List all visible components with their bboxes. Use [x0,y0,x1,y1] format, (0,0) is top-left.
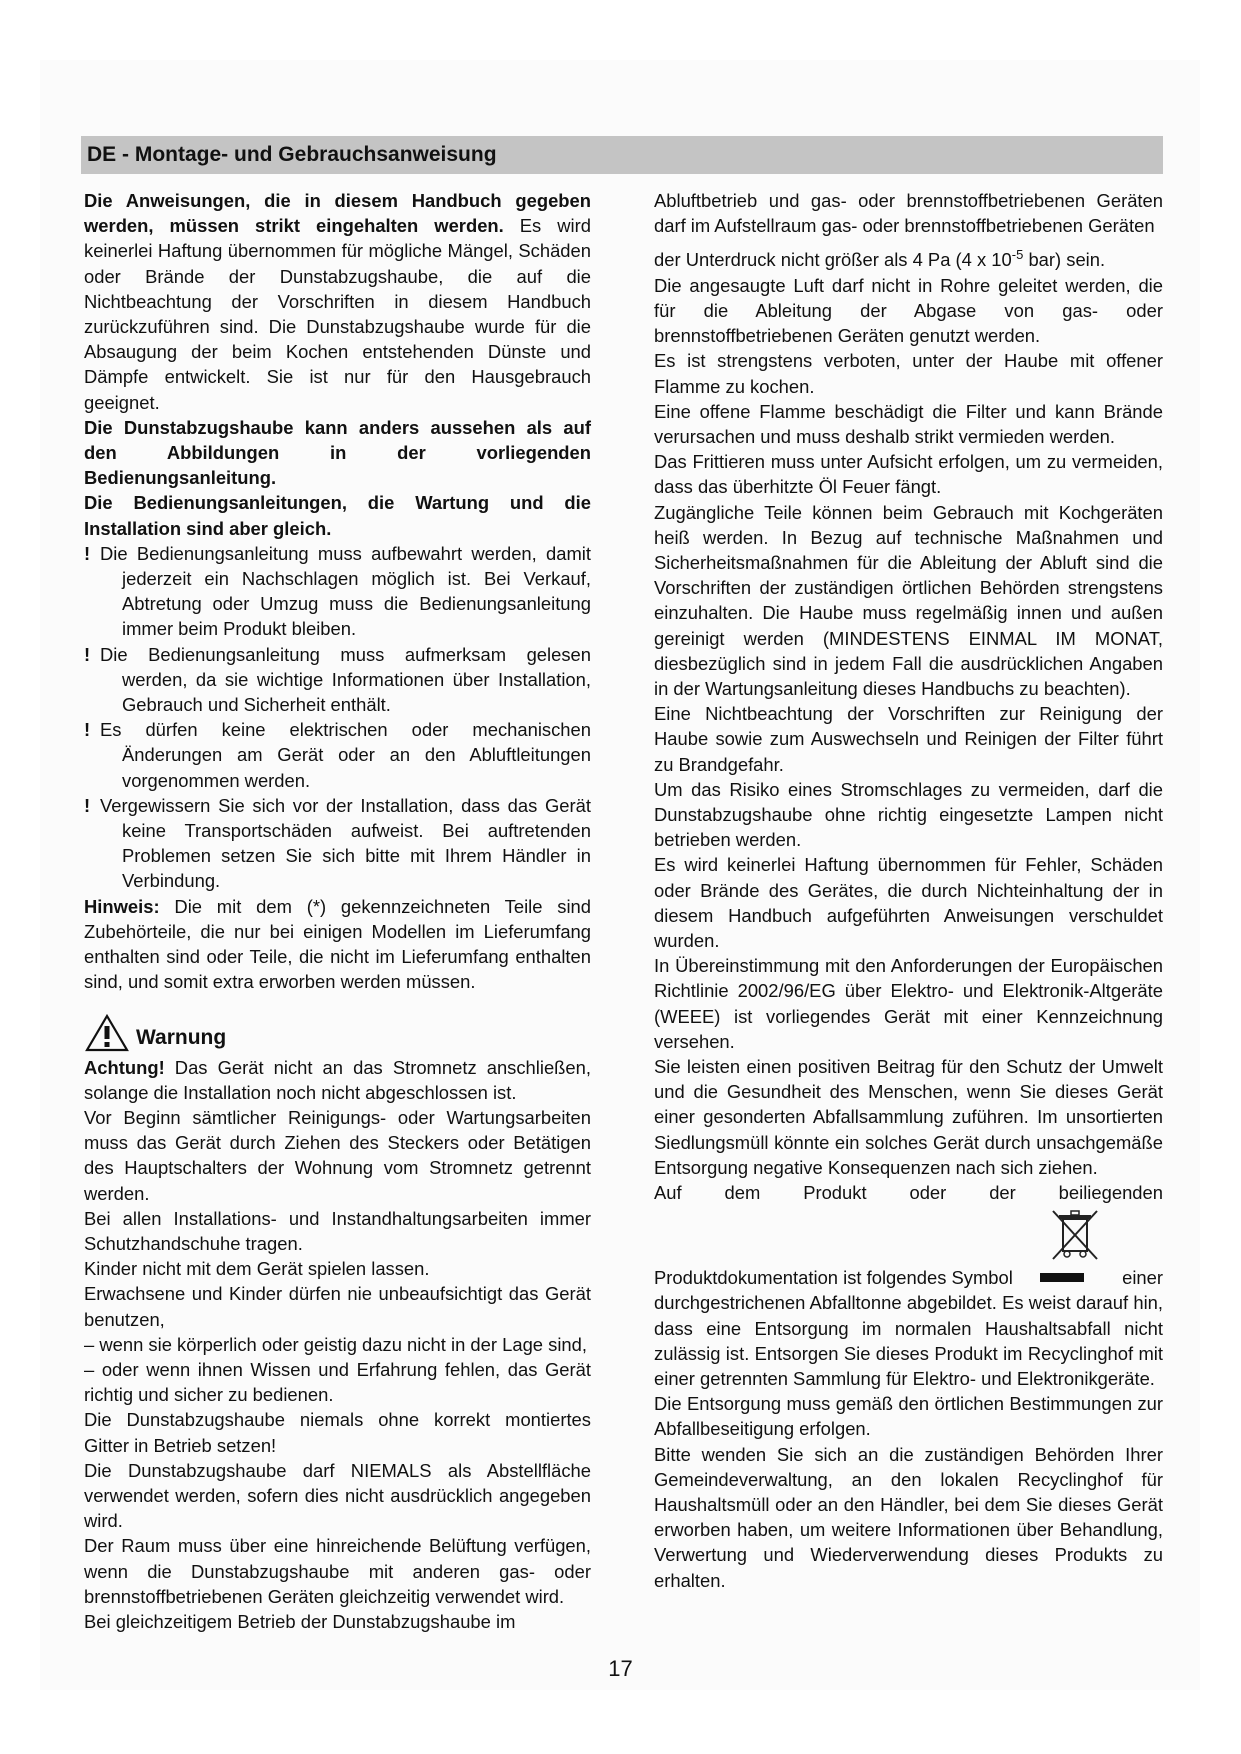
exclamation-icon: ! [84,794,91,816]
exponent: -5 [1011,247,1024,263]
paragraph: Das Frittieren muss unter Aufsicht erfolgen, um zu vermeiden, dass das überhitzte Öl Feuer fängt. [654,451,1163,498]
symbol-line-text: Produktdokumentation ist folgendes Symbol [654,1267,1013,1289]
warning-heading [84,1009,591,1053]
bullet-text: Es dürfen keine elektrischen oder mechanischen Änderungen am Gerät oder an den Abluftleitungen vorgenommen werden. [100,719,591,791]
black-bar-icon [1040,1273,1084,1282]
exclamation-icon: ! [84,719,91,741]
achtung-paragraph [84,1055,591,1105]
paragraph: – oder wenn ihnen Wissen und Erfahrung fehlen, das Gerät richtig und sicher zu bedienen. [84,1358,591,1406]
paragraph: Es wird keinerlei Haftung übernommen für Fehler, Schäden oder Brände des Gerätes, die durch Nichteinhaltung der in diesem Handbuch aufgeführten Anweisungen verschuldet wurden. [654,854,1163,952]
paragraph: Bei allen Installations- und Instandhaltungsarbeiten immer Schutzhandschuhe tragen. [84,1207,591,1254]
hinweis-label: Hinweis: [84,895,160,917]
bullet-item [84,642,591,718]
bullet-text: Die Bedienungsanleitung muss aufbewahrt werden, damit jederzeit ein Nachschlagen möglich ist. Bei Verkauf, Abtretung oder Umzug muss die Bedienungsanleitung immer beim Produkt bleiben. [100,542,591,640]
section-header: DE - Montage- und Gebrauchsanweisung [81,136,1163,174]
left-column [84,188,591,1634]
paragraph: Die Dunstabzugshaube darf NIEMALS als Abstellfläche verwendet werden, sofern dies nicht ausdrücklich angegeben wird. [84,1459,591,1532]
bullet-text: Vergewissern Sie sich vor der Installation, dass das Gerät keine Transportschäden aufweist. Bei auftretenden Problemen setzen Sie sich bitte mit Ihrem Händler in Verbindung. [100,794,591,892]
paragraph: Zugängliche Teile können beim Gebrauch mit Kochgeräten heiß werden. In Bezug auf technische Maßnahmen und Sicherheitsmaßnahmen für die Ableitung der Abluft sind die Vorschriften der zuständigen örtlichen Behörden strengstens einzuhalten. Die Haube muss regelmäßig innen und außen gereinigt werden (MINDESTENS EINMAL IM MONAT, diesbezüglich sind in jedem Fall die ausdrücklichen Angaben in der Wartungsanleitung dieses Handbuchs zu beachten). [654,501,1163,699]
paragraph: Eine offene Flamme beschädigt die Filter und kann Brände verursachen und muss deshalb strikt vermieden werden. [654,400,1163,447]
hinweis-text: Die mit dem (*) gekennzeichneten Teile sind Zubehörteile, die nur bei einigen Modellen im Lieferumfang enthalten sind oder Teile, die nicht im Lieferumfang enthalten sind, und somit extra erworben werden müssen. [84,895,591,993]
warning-title: Warnung [136,1026,227,1050]
paragraph: Bei gleichzeitigem Betrieb der Dunstabzugshaube im [84,1610,516,1632]
paragraph: Kinder nicht mit dem Gerät spielen lassen. [84,1258,430,1280]
weee-symbol-row [654,1205,1163,1265]
bullet-text: Die Bedienungsanleitung muss aufmerksam gelesen werden, da sie wichtige Informationen über Installation, Gebrauch und Sicherheit enthält. [100,643,591,716]
pressure-paragraph [654,242,1163,272]
intro-paragraph [84,188,591,415]
paragraph: Die angesaugte Luft darf nicht in Rohre geleitet werden, die für die Ableitung der Abgase von gas- oder brennstoffbetriebenen Geräten genutzt werden. [654,274,1163,347]
achtung-text: Das Gerät nicht an das Stromnetz anschließen, solange die Installation noch nicht abgeschlossen ist. [84,1056,591,1103]
achtung-label: Achtung! [84,1056,165,1078]
paragraph: Um das Risiko eines Stromschlages zu vermeiden, darf die Dunstabzugshaube ohne richtig eingesetzte Lampen nicht betrieben werden. [654,778,1163,851]
paragraph: Die Dunstabzugshaube niemals ohne korrekt montiertes Gitter in Betrieb setzen! [84,1409,591,1456]
bold-note-1: Die Dunstabzugshaube kann anders aussehen als auf den Abbildungen in der vorliegenden Bedienungsanleitung. [84,416,591,489]
paragraph: Vor Beginn sämtlicher Reinigungs- oder Wartungsarbeiten muss das Gerät durch Ziehen des Steckers oder Betätigen des Hauptschalters der Wohnung vom Stromnetz getrennt werden. [84,1106,591,1204]
hinweis-paragraph [84,894,591,995]
exclamation-icon: ! [84,542,91,564]
paragraph: Die Entsorgung muss gemäß den örtlichen Bestimmungen zur Abfallbeseitigung erfolgen. [654,1393,1163,1440]
paragraph: Abluftbetrieb und gas- oder brennstoffbetriebenen Geräten darf im Aufstellraum gas- oder brennstoffbetriebenen Geräten [654,190,1163,237]
crossed-out-bin-icon [1049,1207,1101,1263]
bullet-item [84,793,591,894]
intro-rest: Es wird keinerlei Haftung übernommen für mögliche Mängel, Schäden oder Brände der Dunstabzugshaube, die auf die Nichtbeachtung der Vorschriften in diesem Handbuch zurückzuführen sind. Die Dunstabzugshaube wurde für die Absaugung der beim Kochen entstehenden Dünste und Dämpfe entwickelt. Sie ist nur für den Hausgebrauch geeignet. [84,215,591,413]
paragraph: durchgestrichenen Abfalltonne abgebildet. Es weist darauf hin, dass eine Entsorgung im normalen Haushaltsabfall nicht zulässig ist. Entsorgen Sie dieses Produkt im Recyclinghof mit einer getrennten Sammlung für Elektro- und Elektronikgeräte. [654,1292,1163,1390]
bold-note-2: Die Bedienungsanleitungen, die Wartung und die Installation sind aber gleich. [84,492,591,539]
pressure-text-end: bar) sein. [1023,249,1106,271]
paragraph: Erwachsene und Kinder dürfen nie unbeaufsichtigt das Gerät benutzen, [84,1283,591,1330]
exclamation-icon: ! [84,643,91,665]
paragraph: Sie leisten einen positiven Beitrag für den Schutz der Umwelt und die Gesundheit des Menschen, wenn Sie dieses Gerät einer gesonderten Abfallsammlung zuführen. Im unsortierten Siedlungsmüll könnte ein solches Gerät durch unsachgemäße Entsorgung negative Konsequenzen nach sich ziehen. [654,1056,1163,1178]
pressure-text: der Unterdruck nicht größer als 4 Pa (4 x 10 [654,249,1012,271]
intro-bold: Die Anweisungen, die in diesem Handbuch gegeben werden, müssen strikt eingehalten werden. [84,190,591,237]
symbol-line-end: einer [1122,1267,1163,1289]
paragraph: Der Raum muss über eine hinreichende Belüftung verfügen, wenn die Dunstabzugshaube mit anderen gas- oder brennstoffbetriebenen Geräten gleichzeitig verwendet wird. [84,1535,591,1607]
paragraph: – wenn sie körperlich oder geistig dazu nicht in der Lage sind, [84,1333,587,1355]
paragraph: Eine Nichtbeachtung der Vorschriften zur Reinigung der Haube sowie zum Auswechseln und Reinigen der Filter führt zu Brandgefahr. [654,703,1163,775]
page-number: 17 [608,1656,633,1681]
right-column [654,188,1163,1593]
paragraph: In Übereinstimmung mit den Anforderungen der Europäischen Richtlinie 2002/96/EG über Elektro- und Elektronik-Altgeräte (WEEE) ist vorliegendes Gerät mit einer Kennzeichnung versehen. [654,955,1163,1052]
warning-triangle-icon [84,1013,130,1053]
paragraph: Bitte wenden Sie sich an die zuständigen Behörden Ihrer Gemeindeverwaltung, an den lokalen Recyclinghof für Haushaltsmüll oder an den Händler, bei dem Sie dieses Gerät erworben haben, um weitere Informationen über Behandlung, Verwertung und Wiederverwendung dieses Produkts zu erhalten. [654,1443,1163,1591]
bullet-item [84,541,591,642]
paragraph: Es ist strengstens verboten, unter der Haube mit offener Flamme zu kochen. [654,350,1163,397]
bullet-item [84,717,591,793]
symbol-intro-line: Auf dem Produkt oder der beiliegenden [654,1182,1163,1204]
symbol-line [654,1265,1163,1290]
